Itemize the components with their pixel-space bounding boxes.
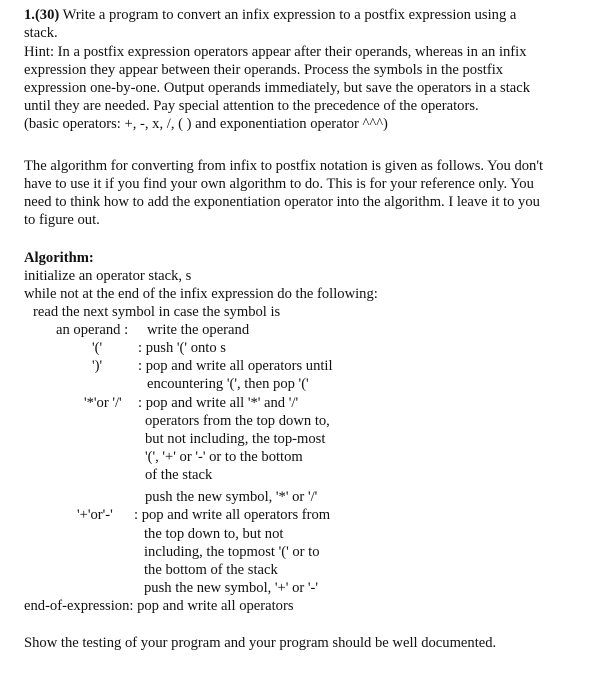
- problem-number: 1.(30): [24, 7, 60, 23]
- hint-line: expression they appear between their operands. Process the symbols in the postfix: [24, 62, 504, 78]
- description-line: to figure out.: [24, 212, 100, 228]
- hint-line: expression one-by-one. Output operands immediately, but save the operators in a stack: [24, 80, 531, 96]
- case-label-open-paren: '(': [92, 340, 103, 356]
- case-action: but not including, the top-most: [145, 431, 326, 447]
- case-action: : pop and write all '*' and '/': [138, 395, 299, 411]
- case-action: the top down to, but not: [144, 526, 284, 542]
- closing-instruction: Show the testing of your program and your program should be well documented.: [24, 635, 497, 651]
- case-action: '(', '+' or '-' or to the bottom: [145, 449, 303, 465]
- algorithm-line: while not at the end of the infix expression do the following:: [24, 286, 378, 302]
- case-action: push the new symbol, '*' or '/': [145, 489, 318, 505]
- case-label-operand: an operand :: [56, 322, 129, 338]
- algorithm-line: initialize an operator stack, s: [24, 268, 192, 284]
- case-action: write the operand: [147, 322, 250, 338]
- case-action: operators from the top down to,: [145, 413, 330, 429]
- case-action: : pop and write all operators from: [134, 507, 331, 523]
- problem-title-line: [24, 7, 516, 24]
- case-label-add-sub: '+'or'-': [77, 507, 113, 523]
- description-line: have to use it if you find your own algorithm to do. This is for your reference only. You: [24, 176, 534, 192]
- case-action: the bottom of the stack: [144, 562, 278, 578]
- problem-title-continuation: stack.: [24, 25, 58, 41]
- case-label-close-paren: ')': [92, 358, 103, 374]
- hint-line: (basic operators: +, -, x, /, ( ) and exponentiation operator ^^^): [24, 116, 388, 132]
- algorithm-line: read the next symbol in case the symbol is: [33, 304, 281, 320]
- case-action: push the new symbol, '+' or '-': [144, 580, 318, 596]
- case-action: including, the topmost '(' or to: [144, 544, 320, 560]
- problem-title-text: Write a program to convert an infix expression to a postfix expression using a: [59, 7, 517, 23]
- algorithm-heading: Algorithm:: [24, 250, 94, 266]
- description-line: The algorithm for converting from infix to postfix notation is given as follows. You don't: [24, 158, 544, 174]
- case-label-mul-div: '*'or '/': [84, 395, 122, 411]
- algorithm-line: end-of-expression: pop and write all operators: [24, 598, 294, 614]
- description-line: need to think how to add the exponentiation operator into the algorithm. I leave it to you: [24, 194, 540, 210]
- case-action: encountering '(', then pop '(': [147, 376, 309, 392]
- case-action: : push '(' onto s: [138, 340, 226, 356]
- hint-line: until they are needed. Pay special attention to the precedence of the operators.: [24, 98, 479, 114]
- case-action: of the stack: [145, 467, 213, 483]
- case-action: : pop and write all operators until: [138, 358, 333, 374]
- hint-line: Hint: In a postfix expression operators appear after their operands, whereas in an infix: [24, 44, 527, 60]
